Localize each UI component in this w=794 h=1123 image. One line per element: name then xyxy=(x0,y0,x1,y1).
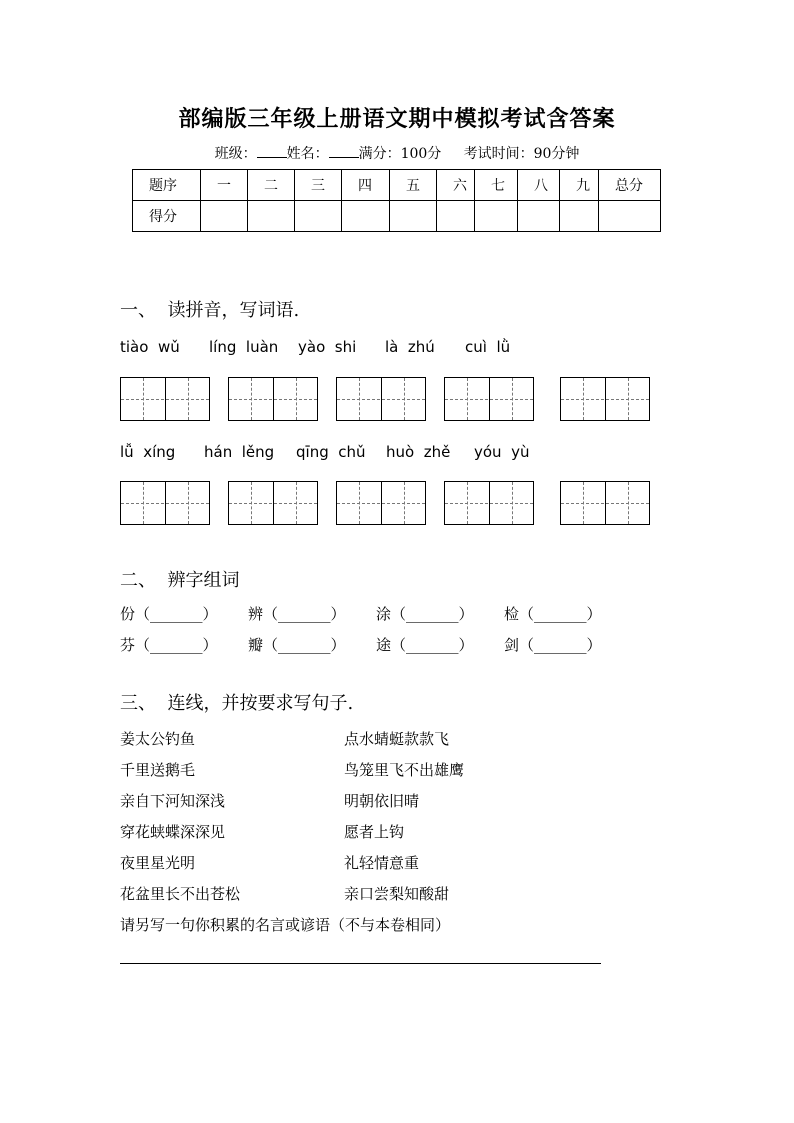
proverb-instruction: 请另写一句你积累的名言或谚语（不与本卷相同） xyxy=(120,916,451,934)
match-left-item[interactable]: 千里送鹅毛 xyxy=(120,761,196,779)
tianzige-box[interactable] xyxy=(560,481,650,525)
score-cell[interactable] xyxy=(342,201,390,232)
word-blank[interactable]: 份（_______） xyxy=(120,605,218,623)
score-cell[interactable] xyxy=(201,201,248,232)
pinyin-row1-1: tiào wǔ xyxy=(120,338,180,356)
section3-title: 三、 连线，并按要求写句子. xyxy=(120,693,354,714)
tianzige-box[interactable] xyxy=(444,377,534,421)
pinyin-row2-2: hán lěng xyxy=(204,443,275,461)
section1-title: 一、 读拼音，写词语. xyxy=(120,300,300,321)
match-left-item[interactable]: 夜里星光明 xyxy=(120,854,196,872)
page-title: 部编版三年级上册语文期中模拟考试含答案 xyxy=(178,106,616,132)
table-cell: 题序 xyxy=(133,170,201,201)
tianzige-box[interactable] xyxy=(444,481,534,525)
pinyin-row1-3: yào shi xyxy=(298,338,357,356)
tianzige-box[interactable] xyxy=(120,377,210,421)
name-label: 姓名： xyxy=(286,146,329,162)
section2-title: 二、 辨字组词 xyxy=(120,570,240,591)
match-right-item[interactable]: 点水蜻蜓款款飞 xyxy=(344,730,450,748)
word-blank[interactable]: 芬（_______） xyxy=(120,636,218,654)
table-cell: 五 xyxy=(390,170,437,201)
class-label: 班级： xyxy=(214,146,257,162)
pinyin-row2-4: huò zhě xyxy=(386,443,451,461)
score-cell[interactable] xyxy=(248,201,295,232)
tianzige-box[interactable] xyxy=(228,481,318,525)
tianzige-box[interactable] xyxy=(336,377,426,421)
exam-info xyxy=(0,143,794,163)
pinyin-row2-5: yóu yù xyxy=(474,443,530,461)
word-blank[interactable]: 瓣（_______） xyxy=(248,636,346,654)
score-table xyxy=(132,169,661,232)
pinyin-row2-1: lǚ xíng xyxy=(120,443,176,461)
match-right-item[interactable]: 愿者上钩 xyxy=(344,823,405,841)
match-left-item[interactable]: 亲自下河知深浅 xyxy=(120,792,226,810)
table-cell: 四 xyxy=(342,170,390,201)
score-cell[interactable] xyxy=(475,201,518,232)
match-left-item[interactable]: 花盆里长不出苍松 xyxy=(120,885,241,903)
match-right-item[interactable]: 明朝依旧晴 xyxy=(344,792,420,810)
table-cell: 六 xyxy=(437,170,475,201)
name-blank[interactable] xyxy=(329,145,359,158)
match-left-item[interactable]: 姜太公钓鱼 xyxy=(120,730,196,748)
score-cell[interactable] xyxy=(599,201,661,232)
match-right-item[interactable]: 礼轻情意重 xyxy=(344,854,420,872)
score-cell[interactable] xyxy=(518,201,560,232)
score-table-header-row xyxy=(133,170,661,201)
word-blank[interactable]: 检（_______） xyxy=(504,605,602,623)
score-cell[interactable] xyxy=(437,201,475,232)
tianzige-box[interactable] xyxy=(336,481,426,525)
table-cell: 二 xyxy=(248,170,295,201)
pinyin-row2-3: qīng chǔ xyxy=(296,443,366,461)
table-cell: 总分 xyxy=(599,170,661,201)
score-cell[interactable] xyxy=(295,201,342,232)
score-label: 得分 xyxy=(133,201,201,232)
answer-line[interactable] xyxy=(120,963,601,964)
tianzige-box[interactable] xyxy=(120,481,210,525)
pinyin-row1-5: cuì lǜ xyxy=(465,338,511,356)
class-blank[interactable] xyxy=(257,145,287,158)
table-cell: 九 xyxy=(560,170,599,201)
pinyin-row1-2: líng luàn xyxy=(209,338,279,356)
match-right-item[interactable]: 亲口尝梨知酸甜 xyxy=(344,885,450,903)
word-blank[interactable]: 辨（_______） xyxy=(248,605,346,623)
match-right-item[interactable]: 鸟笼里飞不出雄鹰 xyxy=(344,761,465,779)
table-cell: 七 xyxy=(475,170,518,201)
full-score: 满分：100分 xyxy=(358,146,442,162)
word-blank[interactable]: 剑（_______） xyxy=(504,636,602,654)
table-cell: 一 xyxy=(201,170,248,201)
match-left-item[interactable]: 穿花蛱蝶深深见 xyxy=(120,823,226,841)
word-blank[interactable]: 途（_______） xyxy=(376,636,474,654)
exam-time: 考试时间：90分钟 xyxy=(463,146,580,162)
score-table-score-row xyxy=(133,201,661,232)
pinyin-row1-4: là zhú xyxy=(385,338,435,356)
table-cell: 三 xyxy=(295,170,342,201)
score-cell[interactable] xyxy=(560,201,599,232)
word-blank[interactable]: 涂（_______） xyxy=(376,605,474,623)
score-cell[interactable] xyxy=(390,201,437,232)
tianzige-box[interactable] xyxy=(560,377,650,421)
tianzige-box[interactable] xyxy=(228,377,318,421)
table-cell: 八 xyxy=(518,170,560,201)
